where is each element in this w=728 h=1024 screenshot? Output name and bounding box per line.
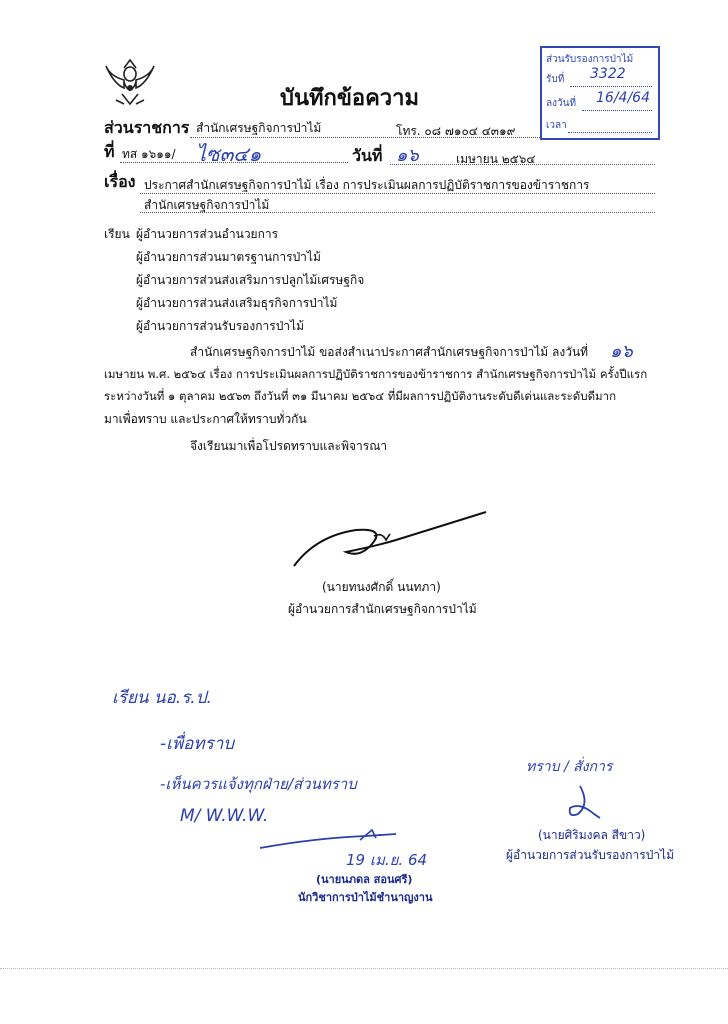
ref-handwritten: ไซ๓๔๑ — [196, 142, 262, 166]
note-left-line2: -เพื่อทราบ — [160, 734, 235, 754]
section-head-signature — [560, 784, 610, 820]
stamp-label: ส่วนรับรองการป่าไม้ — [546, 54, 634, 65]
receiving-stamp — [540, 46, 660, 140]
recipient-1: ผู้อำนวยการส่วนอำนวยการ — [136, 227, 279, 241]
note-right-position: ผู้อำนวยการส่วนรับรองการป่าไม้ — [506, 848, 674, 862]
note-left-line4: M/ W.W.W. — [180, 806, 269, 826]
dept-label: ส่วนราชการ — [104, 118, 190, 137]
stamp-date-label: ลงวันที่ — [546, 98, 577, 109]
stamp-date-value: 16/4/64 — [596, 90, 650, 106]
subject-line2: สำนักเศรษฐกิจการป่าไม้ — [144, 198, 270, 212]
director-signature — [286, 506, 496, 574]
recipient-5: ผู้อำนวยการส่วนรับรองการป่าไม้ — [136, 319, 304, 333]
document-title: บันทึกข้อความ — [280, 86, 420, 111]
note-left-name: (นายนภดล สอนศรี) — [316, 873, 413, 886]
date-label: วันที่ — [352, 146, 383, 165]
stamp-no-value: 3322 — [590, 66, 626, 82]
note-left-position: นักวิชาการป่าไม้ชำนาญงาน — [298, 891, 433, 904]
body-line-4: มาเพื่อทราบ และประกาศให้ทราบทั่วกัน — [104, 412, 307, 426]
date-value: เมษายน ๒๕๖๔ — [456, 152, 536, 166]
recipient-2: ผู้อำนวยการส่วนมาตรฐานการป่าไม้ — [136, 250, 321, 264]
signer-position: ผู้อำนวยการสำนักเศรษฐกิจการป่าไม้ — [288, 602, 477, 616]
subject-line1: ประกาศสำนักเศรษฐกิจการป่าไม้ เรื่อง การประเมินผลการปฏิบัติราชการของข้าราชการ — [144, 178, 590, 192]
garuda-emblem-icon — [104, 58, 156, 108]
body-day-handwritten: ๑๖ — [610, 341, 633, 362]
dept-value: สำนักเศรษฐกิจการป่าไม้ — [196, 121, 322, 135]
body-line-3: ระหว่างวันที่ ๑ ตุลาคม ๒๕๖๓ ถึงวันที่ ๓๑ มีนาคม ๒๕๖๔ ที่มีผลการปฏิบัติงานระดับดีเด่นและระดับดีมาก — [104, 389, 617, 403]
salutation-label: เรียน — [104, 227, 130, 241]
footer-line — [0, 968, 728, 969]
subject-label: เรื่อง — [104, 172, 136, 191]
note-left-date: 19 เม.ย. 64 — [346, 851, 428, 869]
body-line-2: เมษายน พ.ศ. ๒๕๖๔ เรื่อง การประเมินผลการปฏิบัติราชการของข้าราชการ สำนักเศรษฐกิจการป่าไม้ ครั้งปีแรก — [104, 367, 648, 381]
note-left-line3: -เห็นควรแจ้งทุกฝ่าย/ส่วนทราบ — [160, 775, 357, 793]
ref-label: ที่ — [104, 142, 115, 161]
note-right-line1: ทราบ / สั่งการ — [526, 759, 613, 775]
recipient-3: ผู้อำนวยการส่วนส่งเสริมการปลูกไม้เศรษฐกิจ — [136, 273, 365, 287]
note-left-line1: เรียน นอ.ร.ป. — [112, 688, 212, 708]
body-line-1: สำนักเศรษฐกิจการป่าไม้ ขอส่งสำเนาประกาศสำนักเศรษฐกิจการป่าไม้ ลงวันที่ — [190, 345, 589, 359]
stamp-no-label: รับที่ — [546, 74, 565, 85]
signer-name: (นายทนงศักดิ์ นนทภา) — [322, 580, 441, 594]
recipient-4: ผู้อำนวยการส่วนส่งเสริมธุรกิจการป่าไม้ — [136, 296, 338, 310]
ref-value: ทส ๑๖๑๑/ — [122, 147, 176, 161]
stamp-time-label: เวลา — [546, 120, 567, 131]
note-right-name: (นายศิริมงคล สีขาว) — [538, 828, 646, 842]
tel-value: โทร. ๐๘ ๗๑๐๔ ๔๓๑๙ — [396, 124, 516, 138]
date-day-handwritten: ๑๖ — [396, 145, 419, 166]
body-closing: จึงเรียนมาเพื่อโปรดทราบและพิจารณา — [190, 439, 388, 453]
